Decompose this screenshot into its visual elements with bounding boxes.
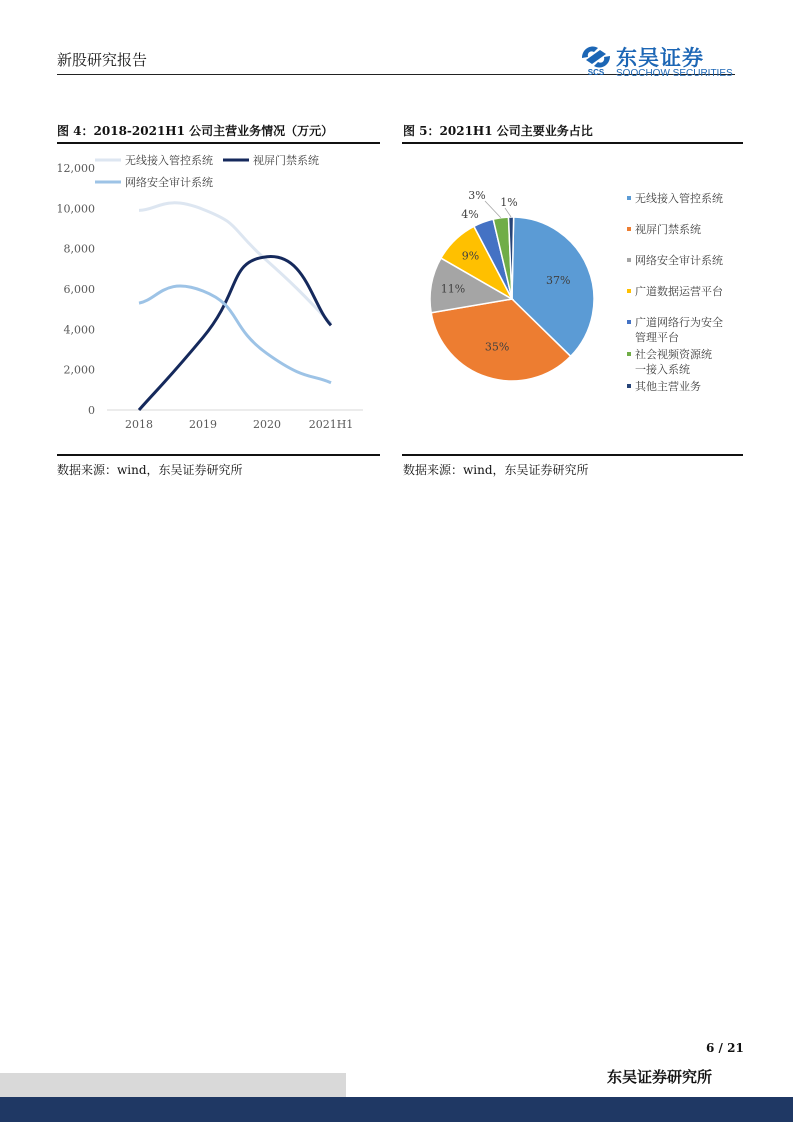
legend-swatch <box>627 384 631 388</box>
legend-label: 网络安全审计系统 <box>125 176 213 189</box>
footer-grey-bar <box>0 1073 346 1097</box>
y-tick-label: 12,000 <box>57 162 95 175</box>
y-tick-label: 10,000 <box>57 202 95 216</box>
x-tick-label: 2020 <box>253 418 281 431</box>
figure5-source: 数据来源：wind，东吴证券研究所 <box>403 463 589 477</box>
legend-swatch <box>627 352 631 356</box>
footer-navy-bar <box>0 1097 793 1122</box>
legend-swatch <box>627 320 631 324</box>
soochow-logo <box>578 42 738 82</box>
logo-badge: SCS <box>587 68 605 77</box>
figure4-source: 数据来源：wind，东吴证券研究所 <box>57 463 243 477</box>
pie-leader-line <box>505 208 511 217</box>
y-tick-label: 6,000 <box>63 283 95 296</box>
logo-english-name: SOOCHOW SECURITIES <box>616 68 733 79</box>
y-tick-label: 0 <box>88 404 95 417</box>
legend-label: 广道网络行为安全管理平台 <box>635 316 723 344</box>
pie-value-label: 3% <box>468 189 486 202</box>
x-tick-label: 2021H1 <box>308 418 354 431</box>
figure4-bottom-rule <box>57 454 380 456</box>
scs-logo-icon <box>578 42 614 78</box>
legend-label: 网络安全审计系统 <box>635 254 723 267</box>
legend-label: 广道数据运营平台 <box>635 285 723 298</box>
legend-label: 无线接入管控系统 <box>125 154 213 167</box>
y-tick-label: 2,000 <box>63 363 95 377</box>
pie-value-label: 9% <box>461 249 480 263</box>
legend-label: 视屏门禁系统 <box>253 154 319 167</box>
y-tick-label: 4,000 <box>63 323 95 337</box>
x-tick-label: 2018 <box>125 418 153 431</box>
pie-chart <box>402 146 743 446</box>
footer-organization: 东吴证券研究所 <box>607 1068 713 1086</box>
page-number: 6 / 21 <box>706 1041 744 1055</box>
report-type-title: 新股研究报告 <box>57 51 148 69</box>
legend-label: 其他主营业务 <box>635 380 701 393</box>
figure5-bottom-rule <box>402 454 743 456</box>
pie-value-label: 11% <box>440 282 466 296</box>
pie-value-label: 37% <box>546 274 571 288</box>
legend-swatch <box>627 196 631 200</box>
logo-chinese-name: 东吴证券 <box>616 46 704 70</box>
series-line-1 <box>139 203 331 323</box>
legend-label: 社会视频资源统一接入系统 <box>635 348 712 376</box>
legend-swatch <box>627 227 631 231</box>
legend-swatch <box>627 289 631 293</box>
pie-leader-line <box>485 201 501 218</box>
legend-swatch <box>627 258 631 262</box>
figure5-top-rule <box>402 142 743 144</box>
series-line-2 <box>139 257 331 410</box>
y-tick-label: 8,000 <box>63 242 95 256</box>
legend-label: 视屏门禁系统 <box>635 223 701 236</box>
pie-value-label: 35% <box>484 340 510 354</box>
legend-label: 无线接入管控系统 <box>635 192 723 205</box>
pie-value-label: 4% <box>461 208 479 221</box>
figure4-top-rule <box>57 142 380 144</box>
line-chart <box>57 146 380 446</box>
pie-value-label: 1% <box>500 196 518 209</box>
figure5-title: 图 5：2021H1 公司主要业务占比 <box>403 124 593 138</box>
figure4-title: 图 4：2018-2021H1 公司主营业务情况（万元） <box>57 124 334 138</box>
series-line-3 <box>139 286 331 383</box>
x-tick-label: 2019 <box>189 418 217 431</box>
